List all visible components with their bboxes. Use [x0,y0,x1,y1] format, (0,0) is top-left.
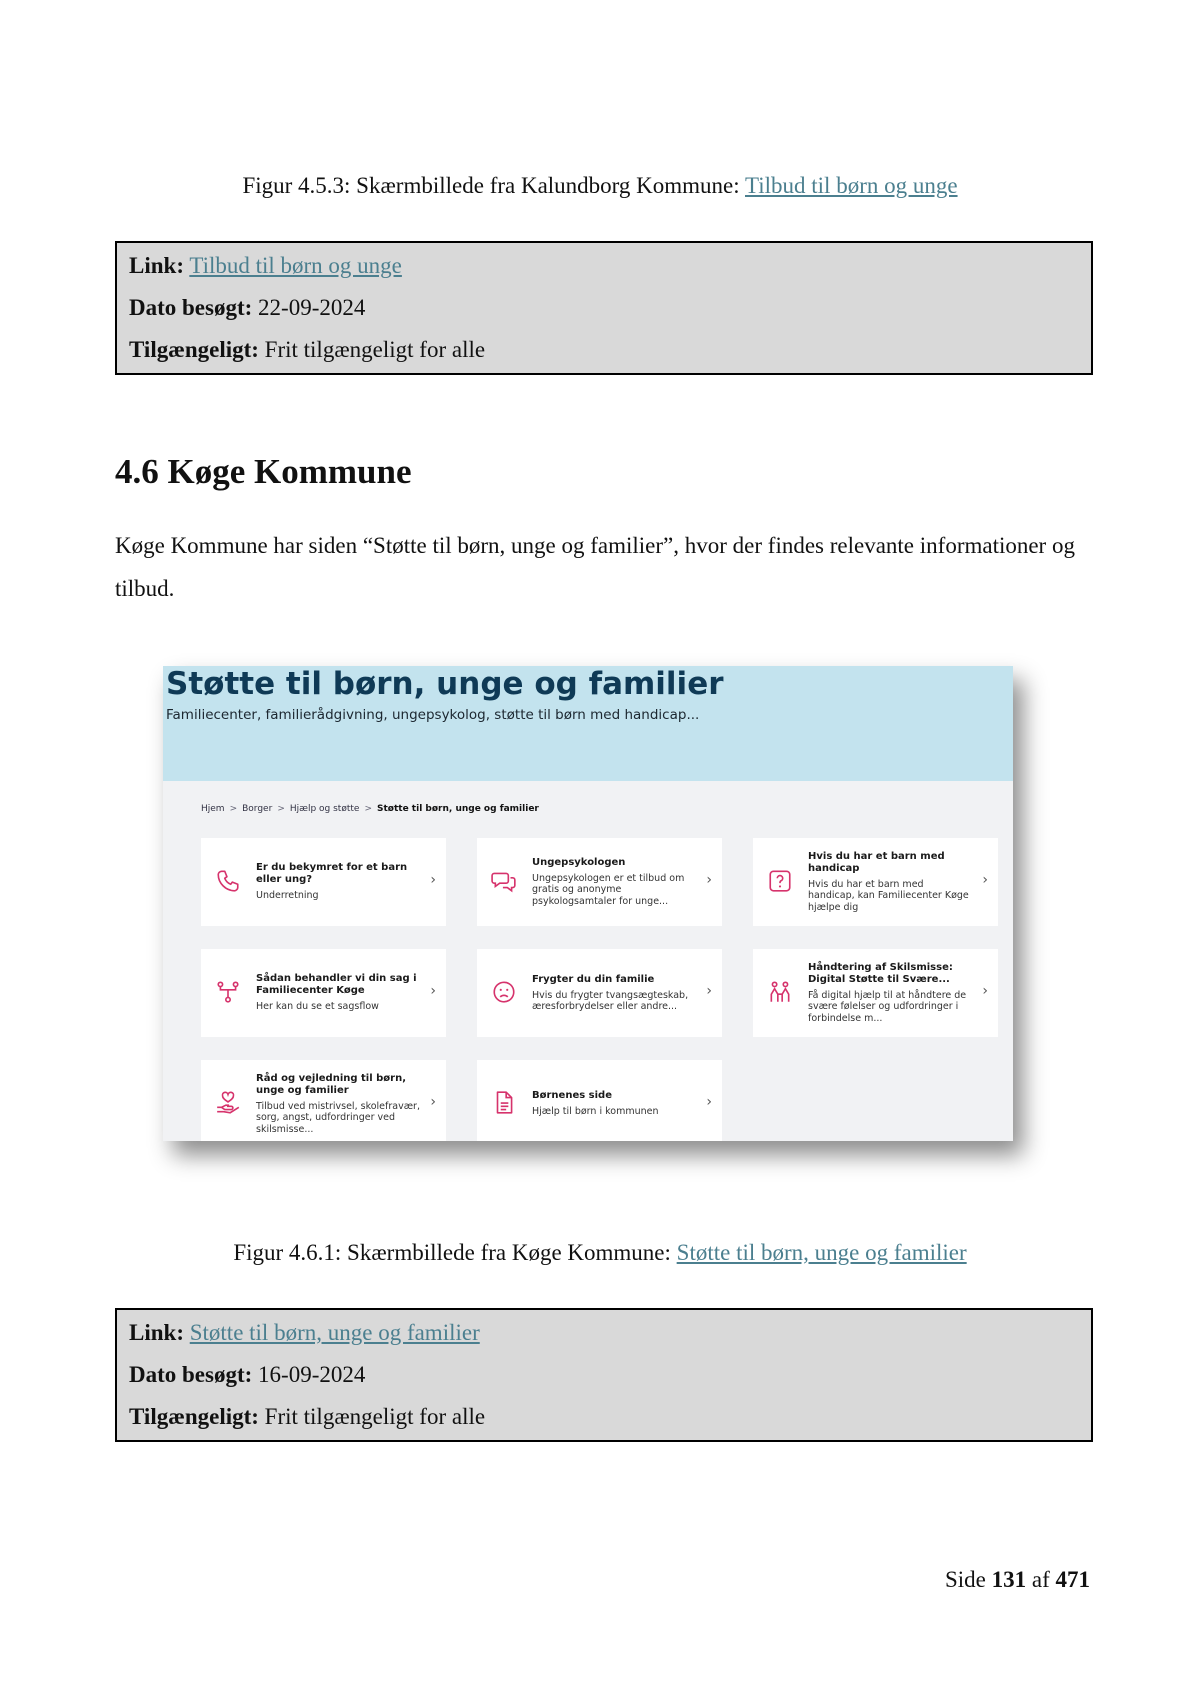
link-label: Link: [129,253,184,278]
document-icon [491,1090,517,1116]
page-total: 471 [1055,1567,1090,1592]
card-ungepsykologen[interactable] [477,838,722,926]
hero-banner [163,666,1013,781]
card-desc: Ungepsykologen er et tilbud om gratis og anonyme psykologsamtaler for unge... [532,872,685,907]
hero-title: Støtte til børn, unge og familier [166,666,724,702]
info-date-row [129,287,1079,329]
info-box-kalundborg [115,241,1093,375]
breadcrumb-current: Støtte til børn, unge og familier [377,804,539,814]
chevron-right-icon: › [982,872,988,888]
date-label: Dato besøgt: [129,1362,253,1387]
phone-icon [215,868,241,894]
breadcrumb [201,804,539,814]
card-desc: Hvis du har et barn med handicap, kan Familiecenter Køge hjælpe dig [808,878,969,913]
section-heading: 4.6 Køge Kommune [115,452,412,491]
question-icon [767,868,793,894]
page-current: 131 [991,1567,1027,1592]
access-value: Frit tilgængeligt for alle [264,337,486,362]
caption-link[interactable]: Tilbud til børn og unge [745,173,958,198]
breadcrumb-item[interactable]: Borger [242,804,273,814]
breadcrumb-separator: > [364,804,372,814]
card-boernenes-side[interactable] [477,1060,722,1141]
info-link[interactable]: Støtte til børn, unge og familier [189,1320,480,1345]
card-bekymret[interactable] [201,838,446,926]
info-box-koge [115,1308,1093,1442]
info-date-row [129,1354,1079,1396]
koge-screenshot [163,666,1013,1141]
access-label: Tilgængeligt: [129,337,259,362]
breadcrumb-item[interactable]: Hjem [201,804,225,814]
card-frygter[interactable] [477,949,722,1037]
date-value: 16-09-2024 [258,1362,366,1387]
card-desc: Tilbud ved mistrivsel, skolefravær, sorg, angst, udfordringer ved skilsmisse... [256,1100,420,1135]
heart-hand-icon [215,1090,241,1116]
chevron-right-icon: › [430,983,436,999]
chevron-right-icon: › [430,1094,436,1110]
chevron-right-icon: › [706,1094,712,1110]
date-value: 22-09-2024 [258,295,366,320]
caption-text: Figur 4.5.3: Skærmbillede fra Kalundborg Kommune: [242,173,745,198]
card-handicap[interactable] [753,838,998,926]
page-mid: af [1031,1567,1050,1592]
caption-link[interactable]: Støtte til børn, unge og familier [676,1240,967,1265]
chevron-right-icon: › [706,872,712,888]
card-desc: Her kan du se et sagsflow [256,1001,379,1013]
sad-face-icon [491,979,517,1005]
card-title: Ungepsykologen [532,856,626,868]
card-desc: Hvis du frygter tvangsægteskab, æresforbrydelser eller andre... [532,989,689,1012]
family-icon [767,979,793,1005]
figure-caption-4-6-1 [0,1240,1200,1266]
caption-text: Figur 4.6.1: Skærmbillede fra Køge Kommune: [233,1240,677,1265]
breadcrumb-separator: > [277,804,285,814]
info-link[interactable]: Tilbud til børn og unge [189,253,402,278]
section-paragraph: Køge Kommune har siden “Støtte til børn, unge og familier”, hvor der findes relevante informationer og tilbud. [115,533,1075,601]
card-desc: Få digital hjælp til at håndtere de svære følelser og udfordringer i forbindelse m... [808,989,967,1024]
chevron-right-icon: › [982,983,988,999]
info-access-row [129,329,1079,371]
card-title: Håndtering af Skilsmisse: Digital Støtte til Svære... [808,961,953,985]
figure-caption-4-5-3 [0,173,1200,199]
chevron-right-icon: › [706,983,712,999]
breadcrumb-separator: > [229,804,238,814]
flow-icon [215,979,241,1005]
card-desc: Underretning [256,890,319,902]
card-skilsmisse[interactable] [753,949,998,1037]
card-title: Sådan behandler vi din sag i Familiecenter Køge [256,973,417,997]
access-label: Tilgængeligt: [129,1404,259,1429]
date-label: Dato besøgt: [129,295,253,320]
card-title: Børnenes side [532,1090,612,1102]
card-raad-vejledning[interactable] [201,1060,446,1141]
chat-icon [491,868,517,894]
card-desc: Hjælp til børn i kommunen [532,1106,659,1118]
card-title: Er du bekymret for et barn eller ung? [256,862,408,886]
page-number [945,1567,1090,1593]
link-label: Link: [129,1320,184,1345]
info-link-row [129,245,1079,287]
card-title: Råd og vejledning til børn, unge og familier [256,1072,406,1096]
card-sagsflow[interactable] [201,949,446,1037]
card-title: Frygter du din familie [532,973,655,985]
info-access-row [129,1396,1079,1438]
card-title: Hvis du har et barn med handicap [808,850,945,874]
breadcrumb-item[interactable]: Hjælp og støtte [289,804,360,814]
access-value: Frit tilgængeligt for alle [264,1404,486,1429]
info-link-row [129,1312,1079,1354]
hero-subtitle: Familiecenter, familierådgivning, ungepsykolog, støtte til børn med handicap... [166,707,700,723]
page-prefix: Side [944,1567,986,1592]
chevron-right-icon: › [430,872,436,888]
